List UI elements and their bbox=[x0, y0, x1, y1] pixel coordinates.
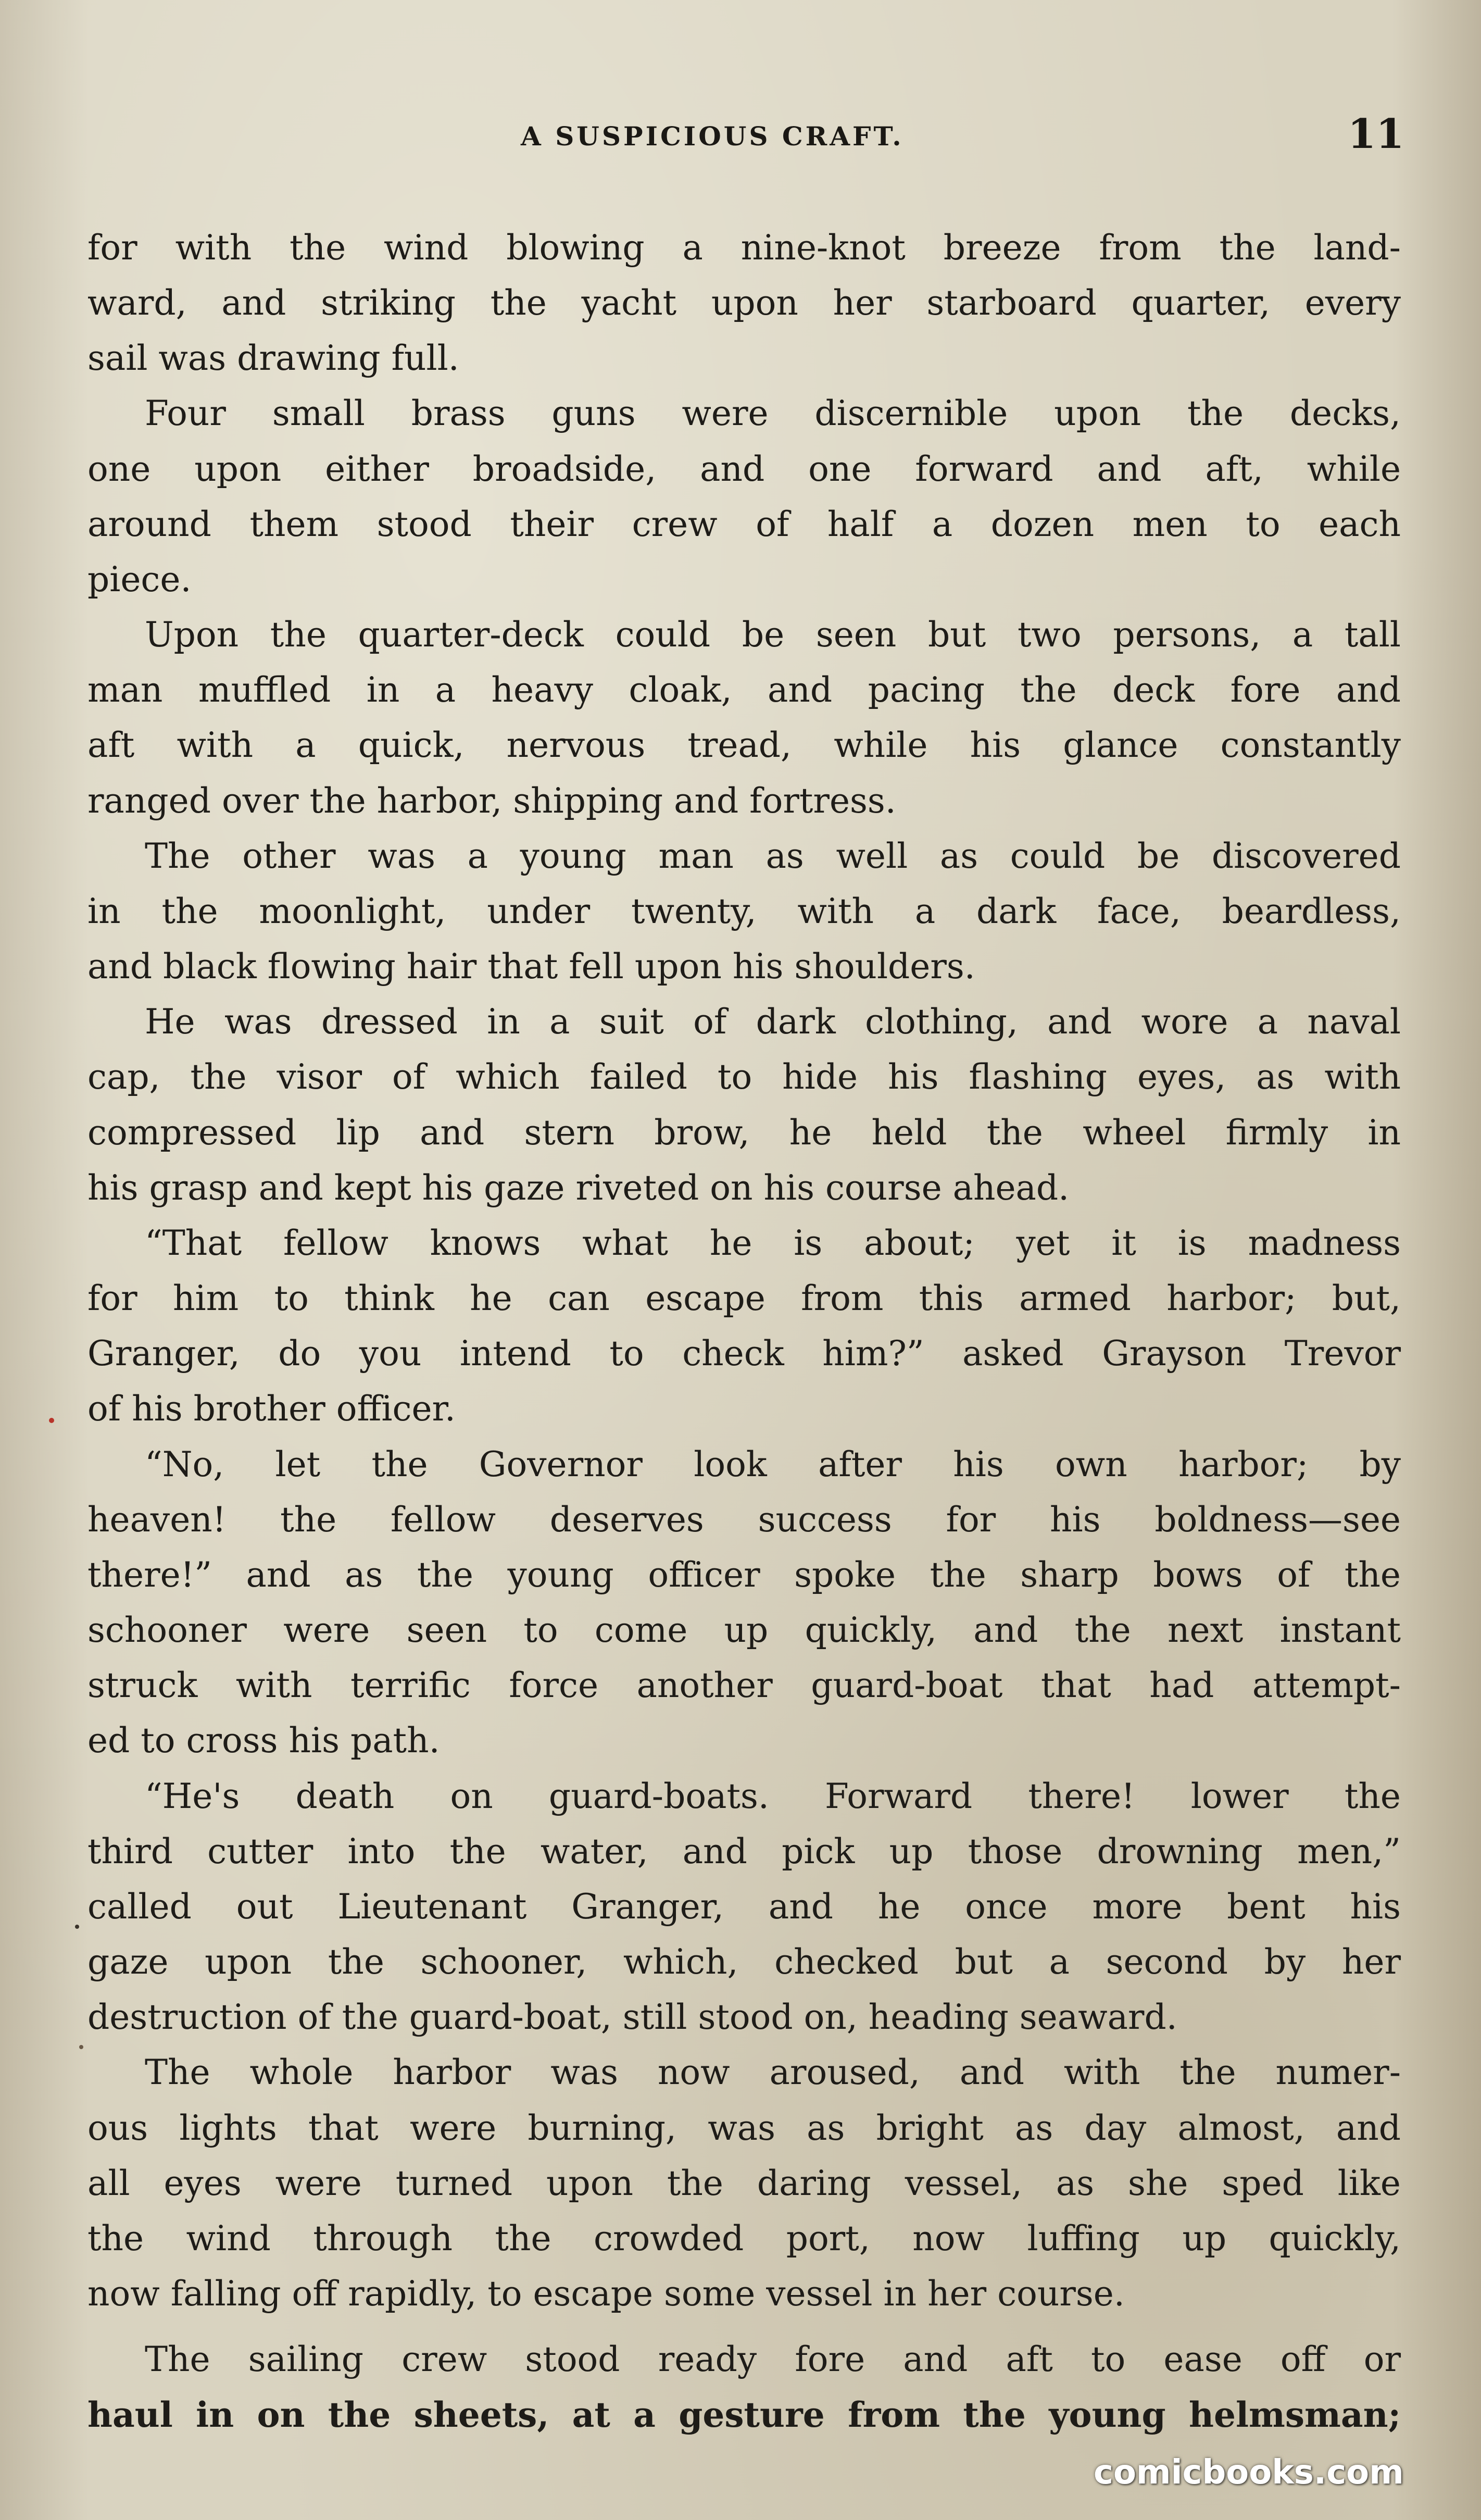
text-line: now falling off rapidly, to escape some vessel in her course. bbox=[87, 2274, 1125, 2314]
text-line: compressed lip and stern brow, he held the wheel firmly in bbox=[87, 1113, 1401, 1153]
text-line: The whole harbor was now aroused, and with the numer- bbox=[145, 2052, 1401, 2092]
text-line: the wind through the crowded port, now luffing up quickly, bbox=[87, 2218, 1401, 2259]
text-line: called out Lieutenant Granger, and he once more bent his bbox=[87, 1887, 1401, 1927]
text-line: piece. bbox=[87, 559, 192, 600]
text-line: Granger, do you intend to check him?” asked Grayson Trevor bbox=[87, 1333, 1401, 1374]
text-line: The other was a young man as well as could be discovered bbox=[145, 836, 1401, 876]
text-line: schooner were seen to come up quickly, and the next instant bbox=[87, 1610, 1401, 1650]
text-line: his grasp and kept his gaze riveted on his course ahead. bbox=[87, 1168, 1070, 1208]
text-line: He was dressed in a suit of dark clothing, and wore a naval bbox=[145, 1002, 1401, 1042]
text-line: around them stood their crew of half a dozen men to each bbox=[87, 504, 1401, 544]
text-line: destruction of the guard-boat, still stood on, heading seaward. bbox=[87, 1997, 1177, 2037]
text-line: sail was drawing full. bbox=[87, 338, 459, 378]
text-line: all eyes were turned upon the daring vessel, as she sped like bbox=[87, 2163, 1401, 2203]
text-line: Upon the quarter-deck could be seen but two persons, a tall bbox=[145, 615, 1401, 655]
text-line: gaze upon the schooner, which, checked but a second by her bbox=[87, 1942, 1401, 1982]
text-line: in the moonlight, under twenty, with a dark face, beardless, bbox=[87, 891, 1401, 931]
margin-mark bbox=[79, 2045, 83, 2049]
text-line: there!” and as the young officer spoke the sharp bows of the bbox=[87, 1555, 1401, 1595]
text-line: “That fellow knows what he is about; yet it is madness bbox=[145, 1223, 1401, 1263]
text-line: third cutter into the water, and pick up those drowning men,” bbox=[87, 1831, 1401, 1872]
text-line: man muffled in a heavy cloak, and pacing the deck fore and bbox=[87, 670, 1401, 710]
text-line: ed to cross his path. bbox=[87, 1720, 440, 1761]
text-line: heaven! the fellow deserves success for his boldness—see bbox=[87, 1500, 1401, 1540]
text-line: aft with a quick, nervous tread, while his glance constantly bbox=[87, 725, 1401, 765]
margin-mark bbox=[75, 1925, 79, 1929]
text-line: for with the wind blowing a nine-knot breeze from the land- bbox=[87, 228, 1401, 268]
running-head: A SUSPICIOUS CRAFT. bbox=[521, 121, 904, 152]
text-line: ward, and striking the yacht upon her starboard quarter, every bbox=[87, 283, 1401, 323]
text-line: “No, let the Governor look after his own harbor; by bbox=[145, 1444, 1401, 1484]
text-line: and black flowing hair that fell upon his shoulders. bbox=[87, 946, 975, 987]
page-number: 11 bbox=[1348, 110, 1404, 158]
text-line: Four small brass guns were discernible upon the decks, bbox=[145, 393, 1401, 433]
text-line: of his brother officer. bbox=[87, 1389, 456, 1429]
text-line: “He's death on guard-boats. Forward there! lower the bbox=[145, 1776, 1401, 1816]
text-line: The sailing crew stood ready fore and aft to ease off or bbox=[145, 2339, 1401, 2379]
margin-mark bbox=[49, 1418, 54, 1423]
text-line: one upon either broadside, and one forward and aft, while bbox=[87, 449, 1401, 489]
text-line: haul in on the sheets, at a gesture from the young helmsman; bbox=[87, 2394, 1401, 2435]
text-line: cap, the visor of which failed to hide his flashing eyes, as with bbox=[87, 1057, 1401, 1097]
text-line: ous lights that were burning, was as bright as day almost, and bbox=[87, 2108, 1401, 2148]
text-line: for him to think he can escape from this armed harbor; but, bbox=[87, 1278, 1401, 1318]
text-line: ranged over the harbor, shipping and fortress. bbox=[87, 781, 896, 821]
watermark: comicbooks.com bbox=[1094, 2453, 1404, 2492]
text-line: struck with terrific force another guard-boat that had attempt- bbox=[87, 1665, 1401, 1705]
